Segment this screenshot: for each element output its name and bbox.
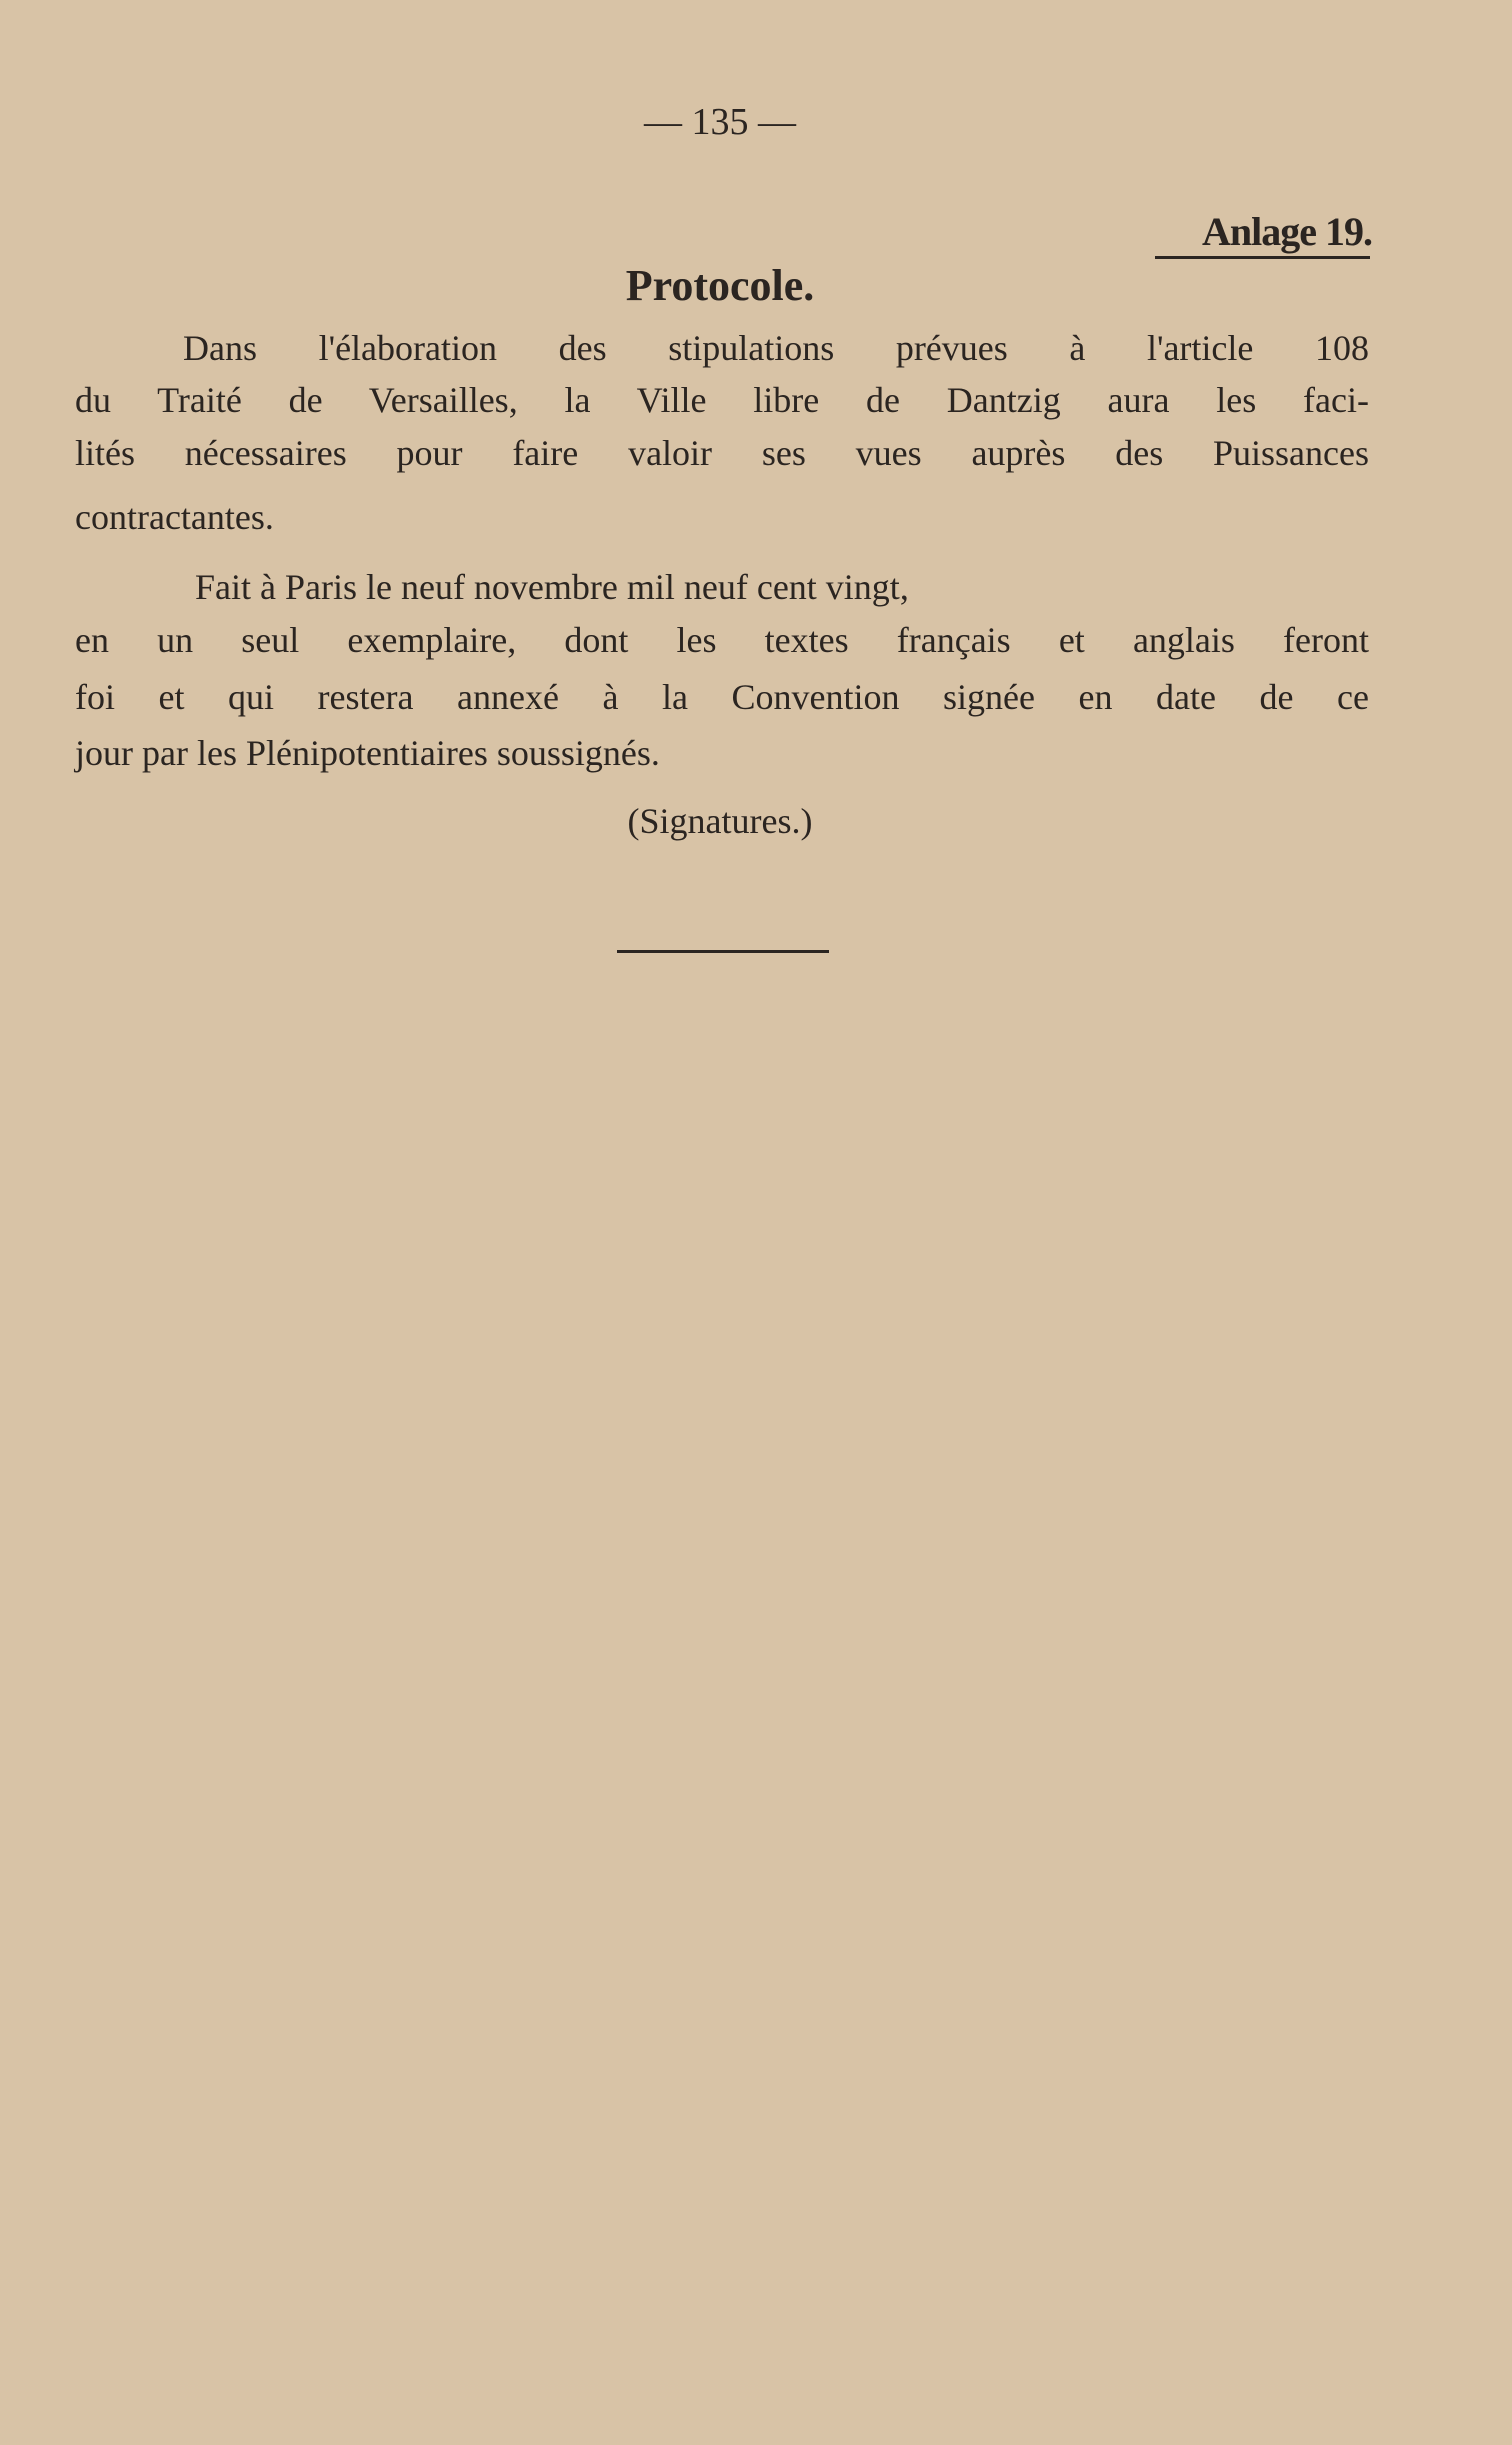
text-line: Dans l'élaboration des stipulations prévues à l'article 108: [183, 328, 1369, 368]
annex-underline: [1155, 256, 1370, 259]
text-line: jour par les Plénipotentiaires soussignés.: [75, 733, 660, 773]
end-rule: [617, 950, 829, 953]
annex-label: Anlage 19.: [1202, 209, 1372, 254]
page-number: — 135 —: [644, 101, 796, 143]
text-line: en un seul exemplaire, dont les textes français et anglais feront: [75, 620, 1369, 660]
signatures-note: (Signatures.): [627, 801, 813, 841]
document-title: Protocole.: [625, 261, 815, 310]
text-line: du Traité de Versailles, la Ville libre de Dantzig aura les faci-: [75, 380, 1369, 420]
text-line: foi et qui restera annexé à la Convention signée en date de ce: [75, 677, 1369, 717]
text-line: lités nécessaires pour faire valoir ses vues auprès des Puissances: [75, 433, 1369, 473]
text-line: contractantes.: [75, 497, 274, 537]
text-line: Fait à Paris le neuf novembre mil neuf cent vingt,: [195, 567, 909, 607]
